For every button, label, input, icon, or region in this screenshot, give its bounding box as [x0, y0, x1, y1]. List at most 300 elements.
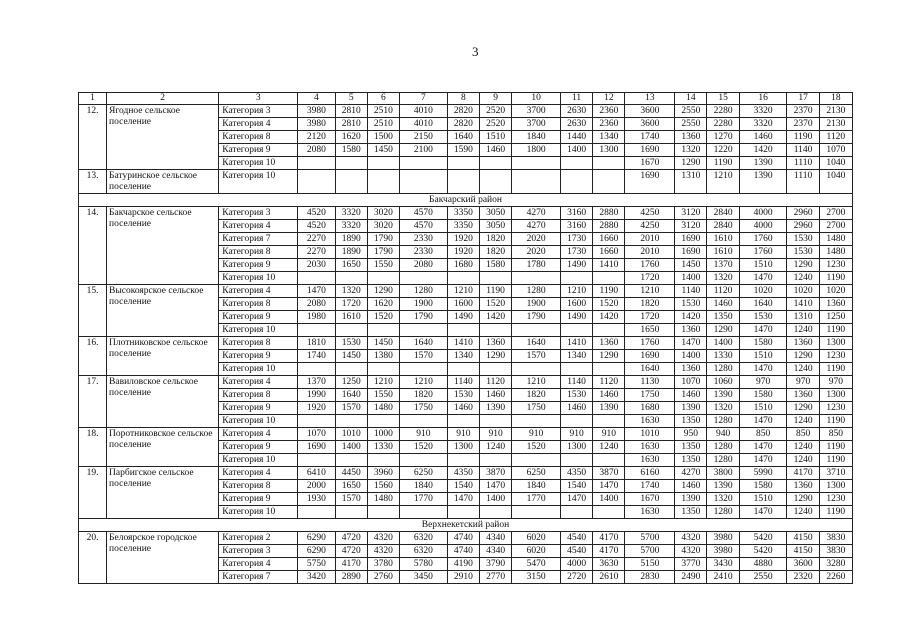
- value-cell: 4000: [739, 220, 787, 233]
- value-cell: 1600: [561, 298, 593, 311]
- value-cell: [400, 272, 448, 285]
- value-cell: 1140: [675, 285, 707, 298]
- value-cell: 5700: [625, 532, 675, 545]
- value-cell: 1610: [707, 246, 739, 259]
- settlement-name: Ягодное сельское поселение: [107, 105, 219, 170]
- value-cell: [447, 506, 479, 519]
- value-cell: 4150: [787, 532, 819, 545]
- value-cell: 1920: [447, 233, 479, 246]
- value-cell: 1570: [335, 493, 367, 506]
- table-row: [79, 376, 853, 389]
- value-cell: 1660: [593, 246, 625, 259]
- value-cell: [298, 363, 335, 376]
- value-cell: 1290: [787, 350, 819, 363]
- category-cell: Категория 3: [219, 545, 298, 558]
- value-cell: 2810: [335, 118, 367, 131]
- value-cell: 1480: [367, 493, 399, 506]
- value-cell: 1550: [367, 389, 399, 402]
- value-cell: 2550: [675, 118, 707, 131]
- value-cell: 1520: [512, 441, 561, 454]
- value-cell: 1240: [787, 441, 819, 454]
- value-cell: 3780: [367, 558, 399, 571]
- category-cell: Категория 9: [219, 350, 298, 363]
- value-cell: 1890: [335, 246, 367, 259]
- value-cell: 1020: [787, 285, 819, 298]
- value-cell: 2720: [561, 571, 593, 584]
- value-cell: 2830: [625, 571, 675, 584]
- value-cell: 2840: [707, 220, 739, 233]
- value-cell: 1040: [819, 170, 852, 194]
- value-cell: 1470: [739, 441, 787, 454]
- column-number-cell: 4: [298, 93, 335, 105]
- value-cell: 1400: [561, 144, 593, 157]
- value-cell: [447, 272, 479, 285]
- value-cell: [512, 324, 561, 337]
- value-cell: 850: [787, 428, 819, 441]
- value-cell: 3050: [479, 207, 511, 220]
- value-cell: [298, 415, 335, 428]
- value-cell: 3430: [707, 558, 739, 571]
- value-cell: 1320: [707, 272, 739, 285]
- value-cell: 1520: [479, 298, 511, 311]
- value-cell: 4190: [447, 558, 479, 571]
- value-cell: 1420: [675, 311, 707, 324]
- value-cell: 1390: [739, 170, 787, 194]
- value-cell: [561, 454, 593, 467]
- value-cell: 1530: [739, 311, 787, 324]
- table-row: [79, 467, 853, 480]
- value-cell: 1510: [739, 402, 787, 415]
- value-cell: 1520: [367, 311, 399, 324]
- value-cell: 4250: [625, 220, 675, 233]
- value-cell: 1210: [512, 376, 561, 389]
- value-cell: 1360: [787, 337, 819, 350]
- category-cell: Категория 4: [219, 428, 298, 441]
- value-cell: 850: [739, 428, 787, 441]
- category-cell: Категория 9: [219, 441, 298, 454]
- value-cell: 1480: [367, 402, 399, 415]
- category-cell: Категория 8: [219, 480, 298, 493]
- value-cell: 3710: [819, 467, 852, 480]
- category-cell: Категория 10: [219, 454, 298, 467]
- value-cell: 1720: [625, 311, 675, 324]
- value-cell: 3160: [561, 220, 593, 233]
- settlement-number: 17.: [79, 376, 107, 428]
- value-cell: 1620: [335, 131, 367, 144]
- value-cell: 1190: [707, 157, 739, 170]
- value-cell: 4270: [512, 220, 561, 233]
- value-cell: 3320: [739, 118, 787, 131]
- value-cell: 1750: [512, 402, 561, 415]
- value-cell: 3700: [512, 118, 561, 131]
- settlement-number: 16.: [79, 337, 107, 376]
- value-cell: 4170: [787, 467, 819, 480]
- value-cell: 910: [400, 428, 448, 441]
- value-cell: [367, 506, 399, 519]
- value-cell: 1420: [739, 144, 787, 157]
- value-cell: [400, 170, 448, 194]
- value-cell: 1120: [479, 376, 511, 389]
- value-cell: 2120: [298, 131, 335, 144]
- value-cell: 1660: [593, 233, 625, 246]
- value-cell: 1230: [819, 493, 852, 506]
- value-cell: [298, 324, 335, 337]
- table-row: [79, 337, 853, 350]
- value-cell: 1400: [675, 350, 707, 363]
- value-cell: 1460: [707, 298, 739, 311]
- column-number-cell: 1: [79, 93, 107, 105]
- value-cell: 1690: [625, 144, 675, 157]
- category-cell: Категория 3: [219, 105, 298, 118]
- value-cell: 1390: [739, 157, 787, 170]
- value-cell: [593, 272, 625, 285]
- value-cell: 3020: [367, 220, 399, 233]
- value-cell: 4270: [675, 467, 707, 480]
- value-cell: [479, 454, 511, 467]
- column-number-cell: 10: [512, 93, 561, 105]
- value-cell: 1640: [447, 131, 479, 144]
- value-cell: 1570: [400, 350, 448, 363]
- value-cell: 3630: [593, 558, 625, 571]
- value-cell: 1360: [787, 389, 819, 402]
- tariff-table: [78, 92, 853, 584]
- category-cell: Категория 4: [219, 118, 298, 131]
- value-cell: 1470: [739, 363, 787, 376]
- settlement-name: Вавиловское сельское поселение: [107, 376, 219, 428]
- value-cell: 1580: [739, 337, 787, 350]
- value-cell: [593, 324, 625, 337]
- value-cell: 1240: [787, 324, 819, 337]
- value-cell: 6320: [400, 545, 448, 558]
- category-cell: Категория 7: [219, 571, 298, 584]
- value-cell: 1640: [335, 389, 367, 402]
- value-cell: [367, 157, 399, 170]
- value-cell: [479, 506, 511, 519]
- value-cell: 1630: [625, 415, 675, 428]
- value-cell: 2550: [739, 571, 787, 584]
- value-cell: 5750: [298, 558, 335, 571]
- column-number-cell: 17: [787, 93, 819, 105]
- value-cell: 1470: [739, 324, 787, 337]
- value-cell: 1270: [707, 131, 739, 144]
- value-cell: 910: [447, 428, 479, 441]
- value-cell: 1250: [335, 376, 367, 389]
- value-cell: 1770: [512, 493, 561, 506]
- value-cell: 1510: [739, 350, 787, 363]
- value-cell: 2410: [707, 571, 739, 584]
- value-cell: 4320: [367, 532, 399, 545]
- value-cell: 4350: [447, 467, 479, 480]
- value-cell: [512, 170, 561, 194]
- value-cell: 4520: [298, 220, 335, 233]
- value-cell: 1210: [447, 285, 479, 298]
- value-cell: 1310: [787, 311, 819, 324]
- value-cell: 1390: [707, 480, 739, 493]
- value-cell: 1340: [447, 350, 479, 363]
- value-cell: 4540: [561, 532, 593, 545]
- value-cell: [400, 506, 448, 519]
- value-cell: 1220: [707, 144, 739, 157]
- value-cell: 2550: [675, 105, 707, 118]
- value-cell: 1470: [298, 285, 335, 298]
- category-cell: Категория 9: [219, 259, 298, 272]
- value-cell: 2520: [479, 118, 511, 131]
- settlement-name: Плотниковское сельское поселение: [107, 337, 219, 376]
- value-cell: 6320: [400, 532, 448, 545]
- category-cell: Категория 10: [219, 506, 298, 519]
- value-cell: 1120: [819, 131, 852, 144]
- category-cell: Категория 8: [219, 389, 298, 402]
- value-cell: 1190: [479, 285, 511, 298]
- value-cell: 1810: [298, 337, 335, 350]
- value-cell: 3420: [298, 571, 335, 584]
- value-cell: [400, 415, 448, 428]
- value-cell: 1410: [561, 337, 593, 350]
- value-cell: 3980: [298, 105, 335, 118]
- value-cell: 1400: [593, 493, 625, 506]
- value-cell: 1420: [479, 311, 511, 324]
- value-cell: 4540: [561, 545, 593, 558]
- value-cell: 1820: [479, 246, 511, 259]
- settlement-name: Парбигское сельское поселение: [107, 467, 219, 519]
- value-cell: 2320: [787, 571, 819, 584]
- value-cell: 1670: [625, 157, 675, 170]
- value-cell: 1060: [707, 376, 739, 389]
- value-cell: 1390: [593, 402, 625, 415]
- table-row: [79, 105, 853, 118]
- value-cell: 1480: [819, 233, 852, 246]
- value-cell: 6290: [298, 532, 335, 545]
- value-cell: 1190: [819, 441, 852, 454]
- category-cell: Категория 8: [219, 298, 298, 311]
- value-cell: 2370: [787, 118, 819, 131]
- value-cell: 3830: [819, 545, 852, 558]
- value-cell: [447, 454, 479, 467]
- column-number-cell: 2: [107, 93, 219, 105]
- value-cell: 1240: [787, 415, 819, 428]
- value-cell: 910: [512, 428, 561, 441]
- value-cell: 1390: [479, 402, 511, 415]
- value-cell: 4570: [400, 220, 448, 233]
- value-cell: 1410: [787, 298, 819, 311]
- value-cell: 3600: [625, 105, 675, 118]
- value-cell: 3350: [447, 220, 479, 233]
- value-cell: 1010: [335, 428, 367, 441]
- value-cell: 4170: [335, 558, 367, 571]
- value-cell: [447, 157, 479, 170]
- column-number-cell: 5: [335, 93, 367, 105]
- value-cell: 1230: [819, 402, 852, 415]
- value-cell: 1110: [787, 170, 819, 194]
- value-cell: 1460: [561, 402, 593, 415]
- value-cell: 1240: [787, 272, 819, 285]
- value-cell: 3980: [707, 532, 739, 545]
- value-cell: 2330: [400, 246, 448, 259]
- value-cell: 1490: [447, 311, 479, 324]
- value-cell: 1820: [512, 389, 561, 402]
- value-cell: 1360: [675, 324, 707, 337]
- value-cell: 6250: [512, 467, 561, 480]
- value-cell: 1350: [675, 415, 707, 428]
- value-cell: 1490: [561, 311, 593, 324]
- value-cell: 1320: [707, 493, 739, 506]
- value-cell: 1760: [625, 337, 675, 350]
- value-cell: 1770: [400, 493, 448, 506]
- value-cell: [367, 415, 399, 428]
- column-number-cell: 16: [739, 93, 787, 105]
- value-cell: 4010: [400, 118, 448, 131]
- value-cell: 1280: [512, 285, 561, 298]
- category-cell: Категория 8: [219, 131, 298, 144]
- value-cell: 1990: [298, 389, 335, 402]
- value-cell: 3870: [479, 467, 511, 480]
- value-cell: 1360: [479, 337, 511, 350]
- category-cell: Категория 4: [219, 285, 298, 298]
- value-cell: 1750: [400, 402, 448, 415]
- value-cell: 1120: [593, 376, 625, 389]
- value-cell: 1350: [675, 454, 707, 467]
- value-cell: 6020: [512, 545, 561, 558]
- value-cell: [561, 272, 593, 285]
- value-cell: 1450: [335, 350, 367, 363]
- value-cell: 2280: [707, 105, 739, 118]
- value-cell: 2360: [593, 105, 625, 118]
- value-cell: 1210: [707, 170, 739, 194]
- value-cell: 1480: [819, 246, 852, 259]
- district-row: [79, 194, 853, 207]
- value-cell: 2820: [447, 118, 479, 131]
- value-cell: 970: [819, 376, 852, 389]
- value-cell: 3160: [561, 207, 593, 220]
- value-cell: 1320: [675, 144, 707, 157]
- value-cell: [400, 363, 448, 376]
- value-cell: 1420: [593, 311, 625, 324]
- column-number-cell: 18: [819, 93, 852, 105]
- column-number-cell: 12: [593, 93, 625, 105]
- value-cell: 4320: [367, 545, 399, 558]
- value-cell: 1530: [561, 389, 593, 402]
- value-cell: 1610: [335, 311, 367, 324]
- value-cell: 2020: [512, 233, 561, 246]
- value-cell: 1470: [739, 272, 787, 285]
- value-cell: 3020: [367, 207, 399, 220]
- value-cell: [593, 454, 625, 467]
- value-cell: [593, 506, 625, 519]
- value-cell: 1520: [400, 441, 448, 454]
- value-cell: [593, 170, 625, 194]
- value-cell: [335, 170, 367, 194]
- value-cell: [479, 272, 511, 285]
- value-cell: [298, 454, 335, 467]
- value-cell: 1300: [561, 441, 593, 454]
- value-cell: 2630: [561, 105, 593, 118]
- value-cell: 1760: [739, 233, 787, 246]
- settlement-number: 19.: [79, 467, 107, 519]
- value-cell: 4520: [298, 207, 335, 220]
- value-cell: 4340: [479, 545, 511, 558]
- value-cell: [512, 272, 561, 285]
- value-cell: 1470: [739, 506, 787, 519]
- category-cell: Категория 4: [219, 558, 298, 571]
- value-cell: 5470: [512, 558, 561, 571]
- value-cell: 1450: [367, 144, 399, 157]
- value-cell: [400, 157, 448, 170]
- value-cell: [447, 363, 479, 376]
- value-cell: [335, 415, 367, 428]
- value-cell: 1730: [561, 233, 593, 246]
- value-cell: [561, 415, 593, 428]
- value-cell: 1110: [787, 157, 819, 170]
- column-number-cell: 9: [479, 93, 511, 105]
- value-cell: 1520: [593, 298, 625, 311]
- value-cell: 1300: [819, 337, 852, 350]
- value-cell: 1230: [819, 259, 852, 272]
- value-cell: 950: [675, 428, 707, 441]
- value-cell: 2370: [787, 105, 819, 118]
- value-cell: 1190: [593, 285, 625, 298]
- value-cell: 1460: [675, 480, 707, 493]
- value-cell: 4000: [561, 558, 593, 571]
- value-cell: 1680: [447, 259, 479, 272]
- value-cell: 1400: [675, 272, 707, 285]
- value-cell: 1460: [479, 389, 511, 402]
- value-cell: 2080: [298, 298, 335, 311]
- settlement-name: Белоярское городское поселение: [107, 532, 219, 584]
- value-cell: 1440: [561, 131, 593, 144]
- value-cell: 3830: [819, 532, 852, 545]
- value-cell: 1470: [479, 480, 511, 493]
- value-cell: 1470: [593, 480, 625, 493]
- value-cell: [335, 272, 367, 285]
- value-cell: [512, 157, 561, 170]
- value-cell: 4150: [787, 545, 819, 558]
- value-cell: 1790: [512, 311, 561, 324]
- value-cell: 4570: [400, 207, 448, 220]
- value-cell: 1280: [707, 506, 739, 519]
- value-cell: 2270: [298, 246, 335, 259]
- value-cell: 1230: [819, 350, 852, 363]
- category-cell: Категория 10: [219, 157, 298, 170]
- value-cell: 1640: [739, 298, 787, 311]
- value-cell: 1390: [675, 402, 707, 415]
- value-cell: 1460: [675, 389, 707, 402]
- category-cell: Категория 10: [219, 324, 298, 337]
- value-cell: 1310: [675, 170, 707, 194]
- value-cell: 1570: [512, 350, 561, 363]
- value-cell: 850: [819, 428, 852, 441]
- value-cell: [479, 324, 511, 337]
- value-cell: 1780: [512, 259, 561, 272]
- value-cell: 1690: [625, 350, 675, 363]
- value-cell: 2270: [298, 233, 335, 246]
- value-cell: 1510: [479, 131, 511, 144]
- value-cell: 1920: [298, 402, 335, 415]
- category-cell: Категория 8: [219, 246, 298, 259]
- value-cell: [447, 415, 479, 428]
- value-cell: 1470: [739, 454, 787, 467]
- value-cell: [447, 170, 479, 194]
- value-cell: 4320: [675, 532, 707, 545]
- value-cell: 1190: [819, 506, 852, 519]
- value-cell: 2030: [298, 259, 335, 272]
- value-cell: 1500: [367, 131, 399, 144]
- category-cell: Категория 3: [219, 207, 298, 220]
- value-cell: 1190: [819, 415, 852, 428]
- value-cell: 3800: [707, 467, 739, 480]
- district-name: Бакчарский район: [79, 194, 853, 207]
- value-cell: 1390: [707, 389, 739, 402]
- value-cell: 1360: [593, 337, 625, 350]
